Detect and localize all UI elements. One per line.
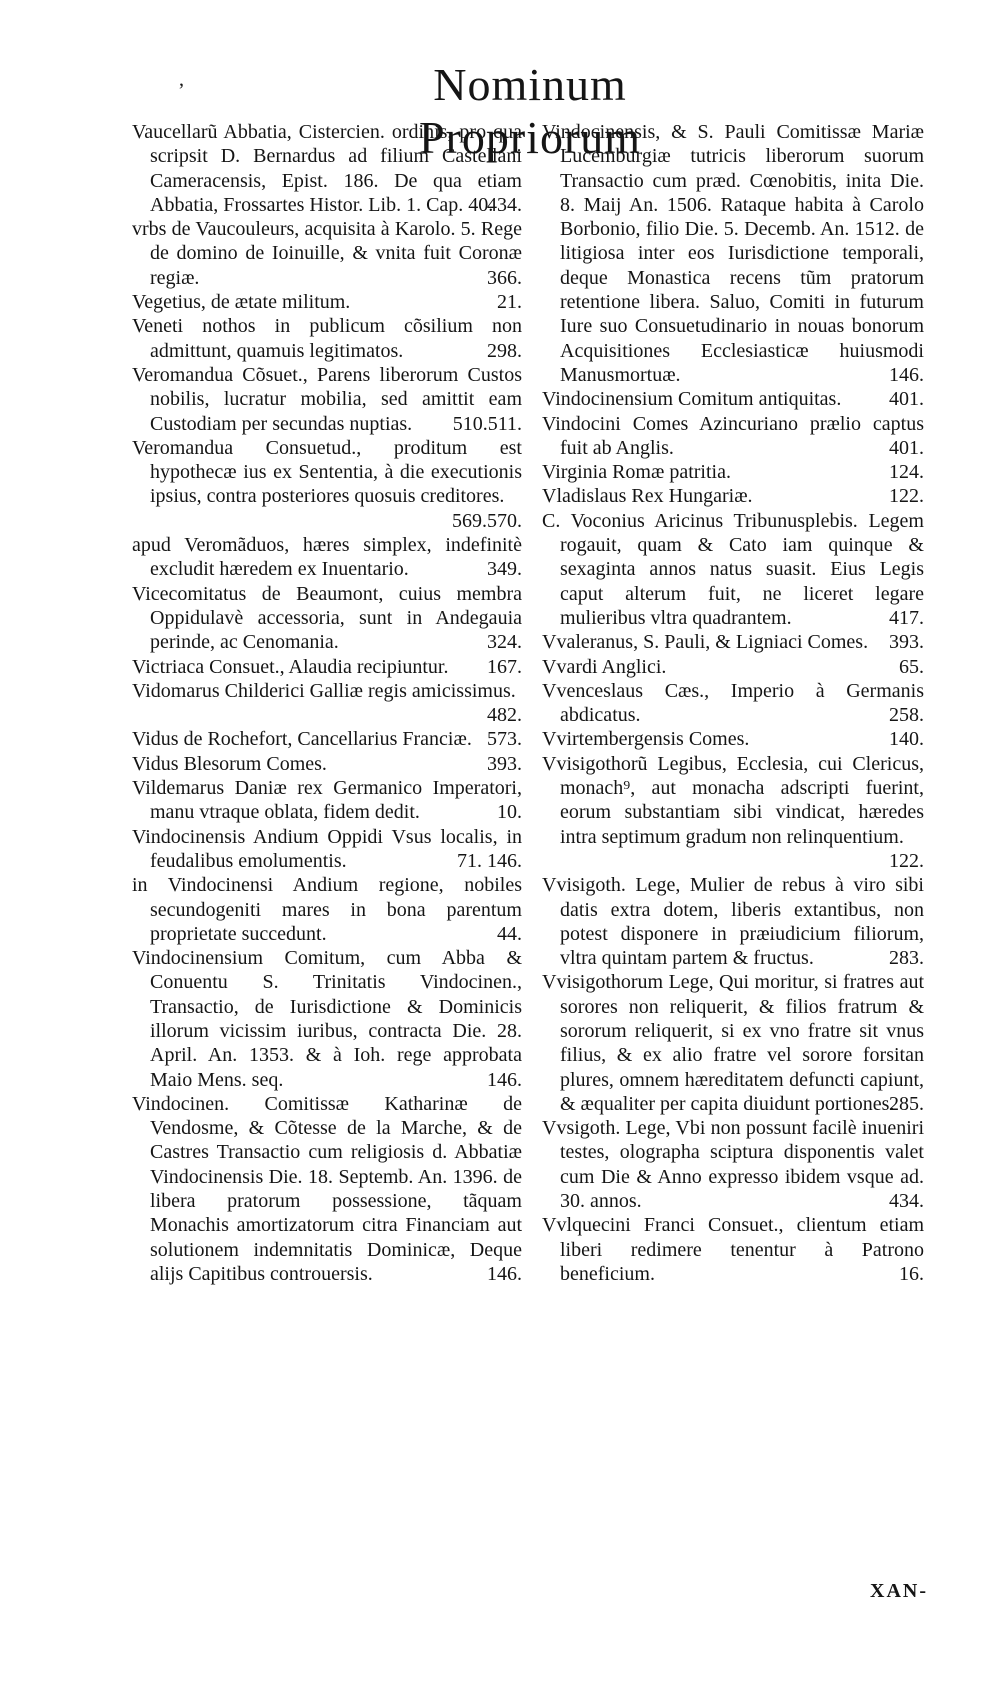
page-reference: 146.	[889, 363, 924, 386]
page-reference: 71. 146.	[457, 849, 522, 872]
index-entry	[132, 679, 522, 728]
entry-text: Vvirtembergensis Comes.	[542, 728, 750, 751]
index-entry	[132, 776, 522, 825]
page-reference: 124.	[889, 461, 924, 484]
entry-text: Vindocinen. Comitissæ Katharinæ de Vendosme, & Cõtesse de la Marche, & de Castres Transactio cum religiosis d. Abbatiæ Vindocinensis Die. 18. Septemb. An. 1396. de libera pratorum possessione, tãquam Monachis amortizatorum citra Financiam aut solutionem indemnitatis Dominicæ, Deque alijs Capitibus controuersis.	[132, 1092, 522, 1285]
entry-text: Veromandua Cõsuet., Parens liberorum Custos nobilis, lucratur mobilia, sed amittit eam Custodiam per secundas nuptias.	[132, 363, 522, 435]
page-reference: 146.	[487, 1262, 522, 1285]
page-reference: 146.	[487, 1068, 522, 1091]
index-entry	[542, 970, 924, 1116]
entry-text: Vvisigothorum Lege, Qui moritur, si fratres aut sorores non reliquerit, & filios fratrum & sororum reliquerit, si ex vno fratre sit vnus filius, & ex alio fratre vel sorore forsitan plures, omnem hæreditatem defuncti capiunt, & æqualiter per capita diuidunt portiones.	[542, 971, 924, 1115]
index-column-right	[542, 120, 924, 1286]
page-reference: 167.	[487, 655, 522, 678]
entry-text: Vvenceslaus Cæs., Imperio à Germanis abdicatus.	[542, 679, 924, 727]
catchword: XAN-	[870, 1580, 928, 1602]
index-entry	[542, 873, 924, 970]
page-reference: 434.	[889, 1190, 924, 1213]
entry-text: Veneti nothos in publicum cõsilium non admittunt, quamuis legitimatos.	[132, 315, 522, 362]
entry-text: Vildemarus Daniæ rex Germanico Imperatori, manu vtraque oblata, fidem dedit.	[132, 777, 522, 824]
entry-text: Vindocinensis Andium Oppidi Vsus localis, in feudalibus emolumentis.	[132, 825, 522, 872]
index-entry	[132, 1092, 522, 1286]
entry-text: Vicecomitatus de Beaumont, cuius membra Oppidulavè accessoria, sunt in Andegauia perinde, ac Cenomania.	[132, 582, 522, 654]
page-reference: 10.	[497, 801, 522, 824]
index-entry	[132, 873, 522, 946]
page-reference: 122.	[889, 849, 924, 872]
index-entry	[542, 1213, 924, 1286]
entry-text: Victriaca Consuet., Alaudia recipiuntur.	[132, 655, 449, 678]
entry-text: apud Veromãduos, hæres simplex, indefinitè excludit hæredem ex Inuentario.	[132, 534, 522, 581]
page-reference: 482.	[487, 704, 522, 727]
page-reference: 65.	[899, 655, 924, 678]
page-reference: 569.570.	[452, 509, 522, 532]
index-entry	[132, 727, 522, 751]
page-reference: 401.	[889, 436, 924, 459]
entry-text: Vaucellarũ Abbatia, Cistercien. ordinis, pro qua scripsit D. Bernardus ad filium Castellani Cameracensis, Epist. 186. De qua etiam Abbatia, Frossartes Histor. Lib. 1. Cap. 40.	[132, 121, 522, 216]
index-entry	[542, 412, 924, 461]
page-reference: 401.	[889, 388, 924, 411]
entry-text: C. Voconius Aricinus Tribunusplebis. Legem rogauit, quam & Cato iam quinque & sexaginta annos natus suasit. Eius Legis caput alterum fuit, ne liceret legare mulieribus vltra quadrantem.	[542, 509, 924, 629]
entry-text: Vidus de Rochefort, Cancellarius Franciæ.	[132, 728, 472, 751]
index-entry	[542, 679, 924, 728]
entry-text: Virginia Romæ patritia.	[542, 461, 731, 484]
page-reference: 285.	[889, 1092, 924, 1115]
page-reference: 510.511.	[452, 412, 522, 435]
entry-text: Vidus Blesorum Comes.	[132, 752, 327, 775]
index-entry	[132, 752, 522, 776]
entry-text: vrbs de Vaucouleurs, acquisita à Karolo. 5. Rege de domino de Ioinuille, & vnita fuit Coronæ regiæ.	[132, 218, 522, 289]
page-reference: 573.	[487, 728, 522, 751]
entry-text: in Vindocinensi Andium regione, nobiles secundogeniti mares in bona parentum proprietate succedunt.	[132, 874, 522, 945]
margin-mark: ʼ	[178, 80, 185, 102]
page-reference: 16.	[899, 1262, 924, 1285]
index-entry	[542, 1116, 924, 1213]
index-entry	[542, 387, 924, 411]
entry-text: Vvsigoth. Lege, Vbi non possunt facilè inueniri testes, olographa sciptura disponentis valet cum Die & Anno expresso ibidem vsque ad. 30. annos.	[542, 1117, 924, 1213]
index-entry	[132, 655, 522, 679]
page-reference: 21.	[497, 291, 522, 314]
page-reference: 434.	[487, 193, 522, 216]
page-reference: 298.	[487, 339, 522, 362]
index-entry	[542, 484, 924, 508]
index-entry	[542, 655, 924, 679]
page-reference: 283.	[889, 947, 924, 970]
entry-text: Vvlquecini Franci Consuet., clientum etiam liberi redimere tenentur à Patrono beneficium.	[542, 1214, 924, 1285]
entry-text: Vvaleranus, S. Pauli, & Ligniaci Comes.	[542, 631, 869, 654]
index-entry	[132, 582, 522, 655]
index-entry	[132, 314, 522, 363]
entry-text: Vegetius, de ætate militum.	[132, 291, 351, 314]
index-entry	[542, 752, 924, 873]
page-reference: 393.	[487, 752, 522, 775]
entry-text: Vvardi Anglici.	[542, 655, 667, 678]
index-entry	[542, 120, 924, 387]
page-reference: 349.	[487, 558, 522, 581]
page-reference: 122.	[889, 485, 924, 508]
entry-text: Vvisigothorũ Legibus, Ecclesia, cui Clericus, monach⁹, aut monacha adscripti fuerint, eorum substantiam sibi vindicat, hæredes intra septimum gradum non relinquentium.	[542, 752, 924, 848]
index-entry	[132, 533, 522, 582]
page-reference: 44.	[497, 922, 522, 945]
page-reference: 366.	[487, 266, 522, 289]
index-entry	[132, 946, 522, 1092]
page-title: Nominum Propriorum	[418, 59, 642, 163]
entry-text: Vidomarus Childerici Galliæ regis amicissimus.	[132, 679, 516, 702]
entry-text: Vindocinensium Comitum antiquitas.	[542, 388, 842, 411]
index-entry	[542, 727, 924, 751]
index-entry	[132, 290, 522, 314]
index-entry	[132, 436, 522, 533]
entry-text: Veromandua Consuetud., proditum est hypothecæ ius ex Sententia, à die executionis ipsius, contra posteriores quosuis creditores.	[132, 436, 522, 508]
entry-text: Vindocinensis, & S. Pauli Comitissæ Mariæ Lucemburgiæ tutricis liberorum suorum Transactio cum præd. Cœnobitis, inita Die. 8. Maij An. 1506. Rataque habita à Carolo Borbonio, filio Die. 5. Decemb. An. 1512. de litigiosa inter eos Iurisdictione temporali, deque Monastica recens tũm pratorum retentione libera. Saluo, Comiti in futurum Iure suo Consuetudinario in nouas bonorum Acquisitiones Ecclesiasticæ huiusmodi Manusmortuæ.	[542, 121, 924, 386]
page-reference: 324.	[487, 631, 522, 654]
index-entry	[132, 217, 522, 290]
page-reference: 140.	[889, 728, 924, 751]
page-reference: 417.	[889, 606, 924, 629]
entry-text: Vindocinensium Comitum, cum Abba & Conuentu S. Trinitatis Vindocinen., Transactio, de Iurisdictione & Dominicis illorum vicissim iuribus, contracta Die. 28. April. An. 1353. & à Ioh. rege approbata Maio Mens. seq.	[132, 947, 522, 1091]
entry-text: Vindocini Comes Azincuriano prælio captus fuit ab Anglis.	[542, 412, 924, 459]
index-entry	[542, 630, 924, 654]
index-entry	[132, 363, 522, 436]
index-column-left	[132, 120, 522, 1286]
index-entry	[542, 460, 924, 484]
index-entry	[542, 509, 924, 630]
entry-text: Vladislaus Rex Hungariæ.	[542, 485, 753, 508]
page-reference: 258.	[889, 704, 924, 727]
index-entry	[132, 825, 522, 874]
entry-text: Vvisigoth. Lege, Mulier de rebus à viro sibi datis extra dotem, liberis extantibus, non potest disponere in præiudicium filiorum, vltra quintam partem & fructus.	[542, 874, 924, 970]
page-reference: 393.	[889, 631, 924, 654]
index-entry	[132, 120, 522, 217]
